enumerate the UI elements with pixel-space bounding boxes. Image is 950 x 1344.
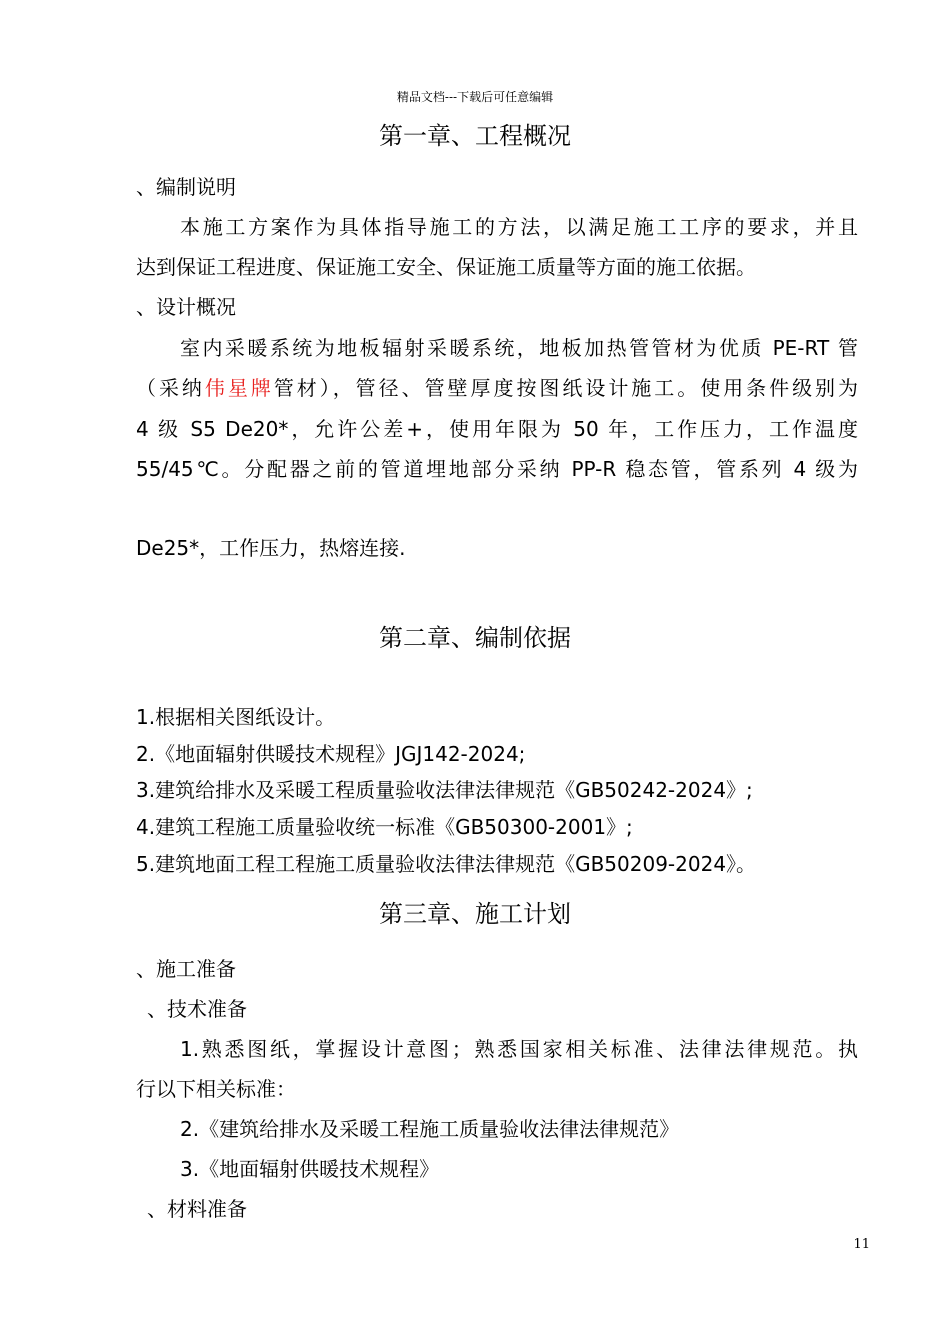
section-heading-construction-prep: 、施工准备 bbox=[136, 957, 236, 981]
paragraph-line: 行以下相关标准： bbox=[136, 1077, 296, 1101]
paragraph-text: （采纳 bbox=[136, 376, 205, 400]
basis-list-item: 1.根据相关图纸设计。 bbox=[136, 705, 336, 729]
paragraph-line: 室内采暖系统为地板辐射采暖系统，地板加热管管材为优质 PE-RT 管 bbox=[180, 336, 858, 360]
paragraph-line: 1.熟悉图纸，掌握设计意图；熟悉国家相关标准、法律法律规范。执 bbox=[180, 1037, 858, 1061]
header-note: 精品文档---下载后可任意编辑 bbox=[396, 90, 554, 104]
paragraph-line: 55/45℃。分配器之前的管道埋地部分采纳 PP-R 稳态管，管系列 4 级为 bbox=[136, 457, 858, 481]
basis-list-item: 2.《地面辐射供暖技术规程》JGJ142-2024; bbox=[136, 742, 526, 766]
standard-list-item: 2.《建筑给排水及采暖工程施工质量验收法律法律规范》 bbox=[180, 1117, 680, 1141]
paragraph-line: 4 级 S5 De20*，允许公差+，使用年限为 50 年，工作压力，工作温度 bbox=[136, 417, 858, 441]
subsection-heading-material-prep: 、材料准备 bbox=[147, 1197, 247, 1221]
basis-list-item: 4.建筑工程施工质量验收统一标准《GB50300-2001》; bbox=[136, 815, 633, 839]
paragraph-line: 达到保证工程进度、保证施工安全、保证施工质量等方面的施工依据。 bbox=[136, 255, 756, 279]
paragraph-line: 本施工方案作为具体指导施工的方法，以满足施工工序的要求，并且 bbox=[180, 215, 858, 239]
chapter-2-title: 第二章、编制依据 bbox=[379, 624, 571, 652]
standard-list-item: 3.《地面辐射供暖技术规程》 bbox=[180, 1157, 440, 1181]
chapter-1-title: 第一章、工程概况 bbox=[379, 122, 571, 150]
page-number: 11 bbox=[853, 1237, 870, 1252]
brand-name-highlight: 伟星牌 bbox=[204, 376, 274, 400]
basis-list-item: 3.建筑给排水及采暖工程质量验收法律法律规范《GB50242-2024》; bbox=[136, 778, 753, 802]
section-heading-design-overview: 、设计概况 bbox=[136, 295, 236, 319]
basis-list-item: 5.建筑地面工程工程施工质量验收法律法律规范《GB50209-2024》。 bbox=[136, 852, 757, 876]
paragraph-line: De25*，工作压力，热熔连接. bbox=[136, 536, 406, 560]
section-heading-compilation-notes: 、编制说明 bbox=[136, 175, 236, 199]
subsection-heading-technical-prep: 、技术准备 bbox=[147, 997, 247, 1021]
paragraph-line bbox=[136, 374, 858, 402]
chapter-3-title: 第三章、施工计划 bbox=[379, 900, 571, 928]
paragraph-text: 管材），管径、管壁厚度按图纸设计施工。使用条件级别为 bbox=[273, 376, 858, 400]
